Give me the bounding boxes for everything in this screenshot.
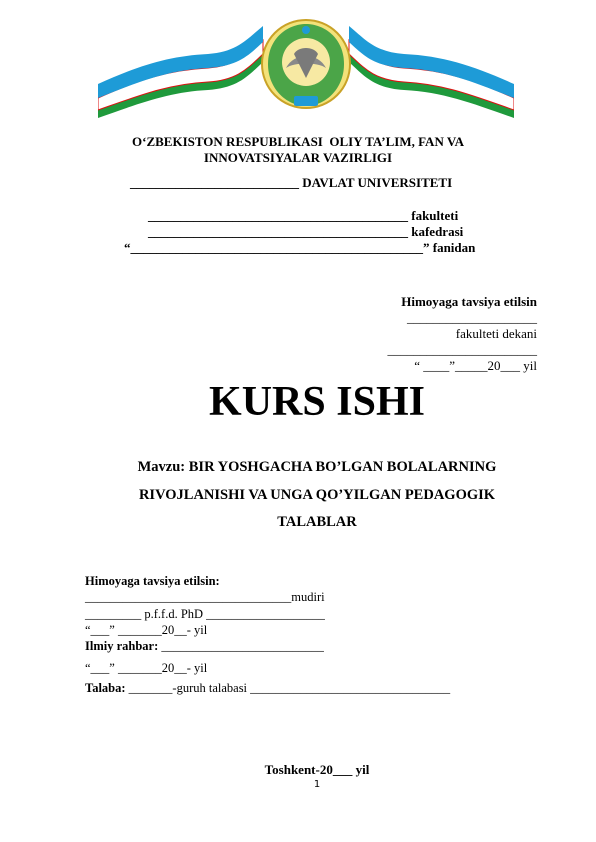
- state-emblem-with-flags: [98, 18, 514, 118]
- recommend-label: Himoyaga tavsiya etilsin:: [85, 574, 220, 588]
- university-line: __________________________ DAVLAT UNIVERSITETI: [130, 175, 453, 190]
- advisor-blank: __________________________: [158, 639, 324, 653]
- department-head-line: _________________________________mudiri: [85, 590, 325, 604]
- approval-blank-1: ____________________: [407, 310, 537, 325]
- topic-line-3: TALABLAR: [277, 514, 357, 530]
- left-flag-icon: [98, 26, 263, 118]
- subject-line: “_____________________________________________” fanidan: [124, 240, 476, 255]
- topic-line-1: Mavzu: BIR YOSHGACHA BO’LGAN BOLALARNING: [137, 459, 497, 475]
- date-line-2: “___” _______20__- yil: [85, 661, 208, 675]
- approval-title: Himoyaga tavsiya etilsin: [401, 294, 537, 309]
- city-year: Toshkent-20___ yil: [264, 762, 370, 777]
- coat-of-arms-icon: [262, 20, 350, 108]
- dean-label: fakulteti dekani: [455, 326, 537, 341]
- student-label: Talaba:: [85, 681, 126, 695]
- student-line: [85, 681, 450, 696]
- advisor-line: [85, 639, 324, 654]
- advisor-label: Ilmiy rahbar:: [85, 639, 159, 653]
- main-title: KURS ISHI: [209, 379, 425, 425]
- right-flag-icon: [349, 26, 514, 118]
- approval-date-line: “ ____”_____20___ yil: [414, 358, 537, 373]
- topic-line-2: RIVOJLANISHI VA UNGA QO’YILGAN PEDAGOGIK: [138, 487, 496, 503]
- degree-line: _________ p.f.f.d. PhD ___________________: [85, 607, 325, 621]
- page-number: 1: [313, 779, 321, 790]
- faculty-line: ________________________________________ fakulteti: [148, 208, 459, 223]
- date-line-1: “___” _______20__- yil: [85, 623, 208, 637]
- ministry-line-1: O‘ZBEKISTON RESPUBLIKASI OLIY TA’LIM, FAN VA: [132, 134, 464, 149]
- approval-blank-2: _______________________: [387, 342, 537, 357]
- department-line: ________________________________________ kafedrasi: [148, 224, 464, 239]
- ministry-line-2: INNOVATSIYALAR VAZIRLIGI: [203, 150, 393, 165]
- student-blank: _______-guruh talabasi ________________________________: [125, 681, 451, 695]
